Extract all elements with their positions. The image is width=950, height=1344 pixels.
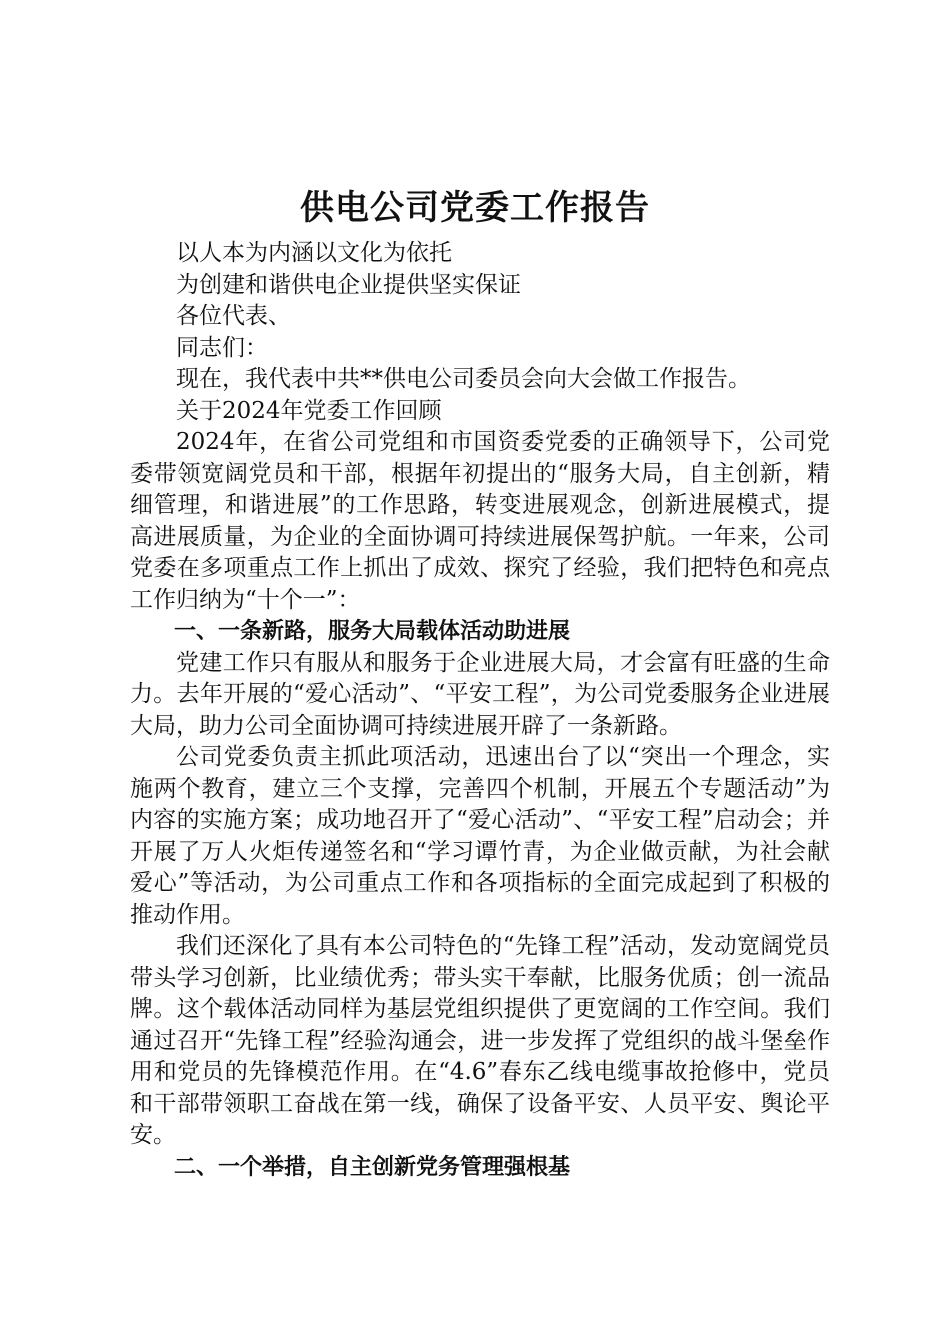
body-paragraph: 2024年，在省公司党组和市国资委党委的正确领导下，公司党委带领宽阔党员和干部，根据年初提出的“服务大局，自主创新，精细管理，和谐进展”的工作思路，转变进展观念，创新进展模式，提高进展质量，为企业的全面协调可持续进展保驾护航。一年来，公司党委在多项重点工作上抓出了成效、探究了经验，我们把特色和亮点工作归纳为“十个一”： [130, 429, 830, 613]
subtitle-line-2: 为创建和谐供电企业提供坚实保证 [176, 271, 521, 298]
salutation-delegates: 各位代表、 [176, 303, 291, 329]
salutation-comrades: 同志们： [176, 334, 268, 361]
body-paragraph: 党建工作只有服从和服务于企业进展大局，才会富有旺盛的生命力。去年开展的“爱心活动”、“平安工程”，为公司党委服务企业进展大局，助力公司全面协调可持续进展开辟了一条新路。 [130, 649, 830, 739]
document-body [130, 238, 830, 1183]
subtitle-line-1: 以人本为内涵以文化为依托 [176, 240, 452, 266]
body-paragraph: 我们还深化了具有本公司特色的“先锋工程”活动，发动宽阔党员带头学习创新，比业绩优秀；带头实干奉献，比服务优质；创一流品牌。这个载体活动同样为基层党组织提供了更宽阔的工作空间。我们通过召开“先锋工程”经验沟通会，进一步发挥了党组织的战斗堡垒作用和党员的先锋模范作用。在“4.6”春东乙线电缆事故抢修中，党员和干部带领职工奋战在第一线，确保了设备平安、人员平安、舆论平安。 [130, 933, 830, 1148]
section-heading-1: 一、一条新路，服务大局载体活动助进展 [174, 619, 571, 644]
body-paragraph: 公司党委负责主抓此项活动，迅速出台了以“突出一个理念，实施两个教育，建立三个支撑，完善四个机制，开展五个专题活动”为内容的实施方案；成功地召开了“爱心活动”、“平安工程”启动会；并开展了万人火炬传递签名和“学习谭竹青，为企业做贡献，为社会献爱心”等活动，为公司重点工作和各项指标的全面完成起到了积极的推动作用。 [130, 744, 830, 928]
section-heading-2: 二、一个举措，自主创新党务管理强根基 [174, 1154, 571, 1180]
review-heading: 关于2024年党委工作回顾 [176, 397, 442, 424]
opening-paragraph: 现在，我代表中共**供电公司委员会向大会做工作报告。 [176, 366, 751, 392]
document-title: 供电公司党委工作报告 [300, 188, 650, 228]
